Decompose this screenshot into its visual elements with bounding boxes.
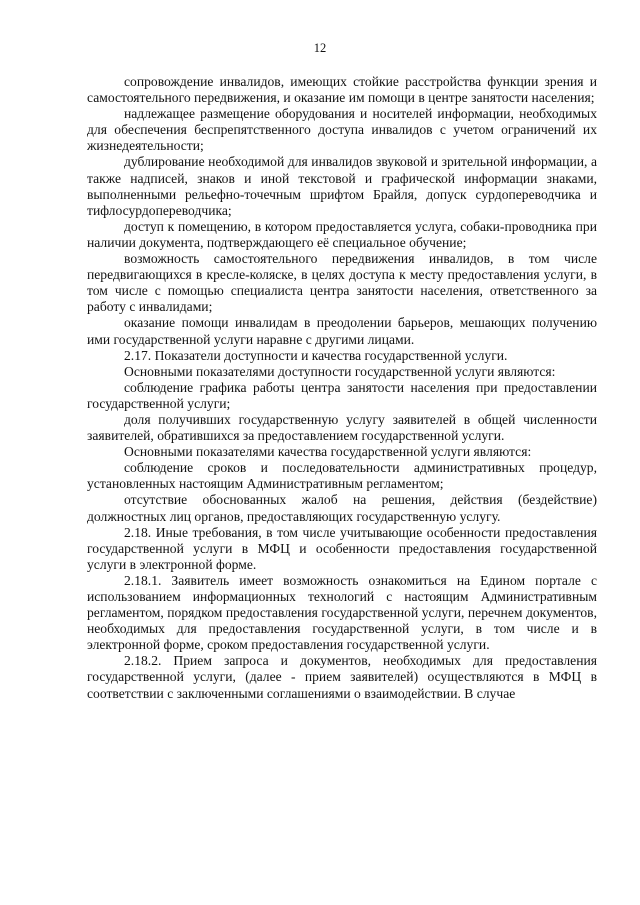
clause-2-18-1: 2.18.1. Заявитель имеет возможность ознакомиться на Едином портале с использованием информационных технологий с настоящим Административным регламентом, порядком предоставления государственной услуги, перечнем документов, необходимых для предоставления государственной услуги, в том числе и в электронной форме, сроком предоставления государственной услуги.	[87, 572, 597, 653]
section-heading-2-17: 2.17. Показатели доступности и качества государственной услуги.	[124, 347, 508, 363]
paragraph: соблюдение сроков и последовательности административных процедур, установленных настоящим Административным регламентом;	[87, 460, 597, 492]
paragraph: надлежащее размещение оборудования и носителей информации, необходимых для обеспечения беспрепятственного доступа инвалидов с учетом ограничений их жизнедеятельности;	[87, 106, 597, 154]
paragraph: Основными показателями качества государственной услуги являются:	[124, 444, 532, 460]
paragraph: дублирование необходимой для инвалидов звуковой и зрительной информации, а также надписей, знаков и иной текстовой и графической информации знаками, выполненными рельефно-точечным шрифтом Брайля, допуск сурдопереводчика и тифлосурдопереводчика;	[87, 154, 597, 218]
section-heading-2-18: 2.18. Иные требования, в том числе учитывающие особенности предоставления государственной услуги в МФЦ и особенности предоставления государственной услуги в электронной форме.	[87, 524, 597, 572]
paragraph: доступ к помещению, в котором предоставляется услуга, собаки-проводника при наличии документа, подтверждающего её специальное обучение;	[87, 218, 597, 250]
paragraph: соблюдение графика работы центра занятости населения при предоставлении государственной услуги;	[87, 379, 597, 411]
paragraph: возможность самостоятельного передвижения инвалидов, в том числе передвигающихся в кресле-коляске, в целях доступа к месту предоставления услуги, в том числе с помощью специалиста центра занятости населения, ответственного за работу с инвалидами;	[87, 251, 597, 315]
clause-2-18-2: 2.18.2. Прием запроса и документов, необходимых для предоставления государственной услуги, (далее - прием заявителей) осуществляются в МФЦ в соответствии с заключенными соглашениями о взаимодействии. В случае	[87, 653, 597, 701]
page-number: 12	[313, 41, 327, 55]
paragraph: сопровождение инвалидов, имеющих стойкие расстройства функции зрения и самостоятельного передвижения, и оказание им помощи в центре занятости населения;	[87, 74, 597, 106]
paragraph: Основными показателями доступности государственной услуги являются:	[124, 363, 556, 379]
paragraph: доля получивших государственную услугу заявителей в общей численности заявителей, обратившихся за предоставлением государственной услуги.	[87, 411, 597, 444]
paragraph: оказание помощи инвалидам в преодолении барьеров, мешающих получению ими государственной услуги наравне с другими лицами.	[87, 315, 597, 347]
paragraph: отсутствие обоснованных жалоб на решения, действия (бездействие) должностных лиц органов, предоставляющих государственную услугу.	[87, 492, 597, 524]
document-body	[87, 74, 597, 702]
